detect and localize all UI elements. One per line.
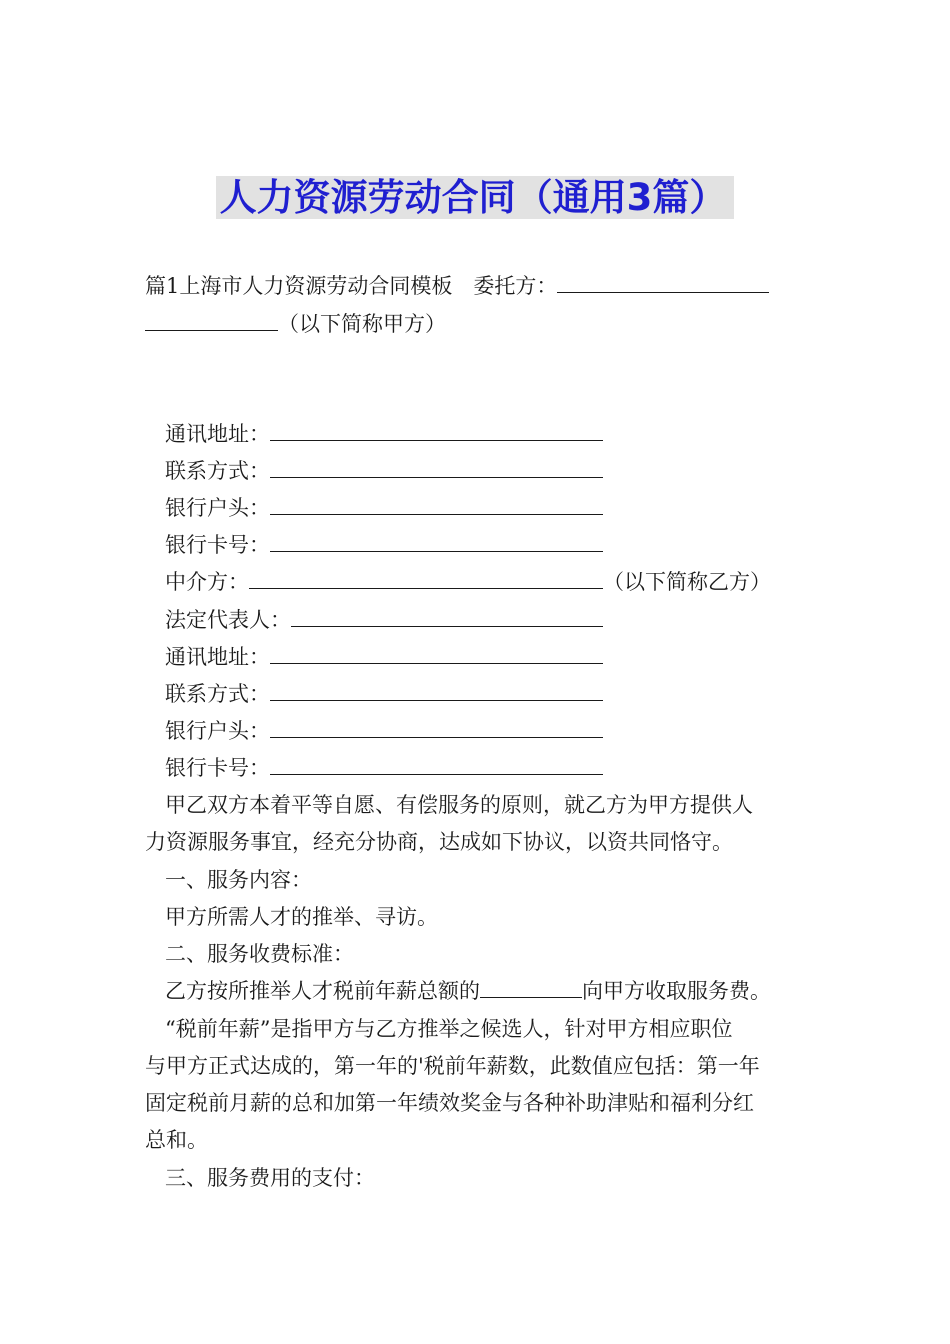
paragraph-2-line-3: 固定税前月薪的总和加第一年绩效奖金与各种补助津贴和福利分红: [145, 1091, 754, 1115]
bank-account-blank: [270, 717, 603, 738]
address-blank: [270, 420, 603, 441]
fee-text-before: 乙方按所推举人才税前年薪总额的: [165, 979, 480, 1003]
party-b-card-number-row: [165, 754, 603, 782]
intro-line-2: [145, 310, 446, 338]
contact-blank: [270, 457, 603, 478]
client-blank-cont: [145, 310, 278, 331]
field-label: 联系方式：: [165, 682, 270, 706]
address-blank: [270, 643, 603, 664]
intermediary-label: 中介方：: [165, 570, 249, 594]
card-number-blank: [270, 531, 603, 552]
document-title-text: 人力资源劳动合同（通用3篇）: [216, 176, 735, 219]
field-label: 联系方式：: [165, 459, 270, 483]
party-a-contact-row: [165, 457, 603, 485]
party-b-address-row: [165, 643, 603, 671]
paragraph-1-line-1: 甲乙双方本着平等自愿、有偿服务的原则，就乙方为甲方提供人: [165, 793, 753, 817]
intermediary-suffix: （以下简称乙方）: [603, 570, 771, 594]
field-label: 通讯地址：: [165, 645, 270, 669]
section-1-body: 甲方所需人才的推举、寻访。: [165, 905, 438, 929]
intermediary-row: [165, 568, 771, 596]
intro-text: 篇1上海市人力资源劳动合同模板 委托方：: [145, 274, 558, 298]
party-a-card-number-row: [165, 531, 603, 559]
section-3-heading: 三、服务费用的支付：: [165, 1166, 375, 1190]
contact-blank: [270, 680, 603, 701]
intermediary-blank: [249, 568, 603, 589]
field-label: 银行卡号：: [165, 533, 270, 557]
client-blank: [557, 272, 769, 293]
section-2-body: [165, 977, 771, 1005]
representative-blank: [291, 606, 603, 627]
bank-account-blank: [270, 494, 603, 515]
paragraph-2-line-1: “税前年薪”是指甲方与乙方推举之候选人，针对甲方相应职位: [165, 1017, 733, 1041]
fee-percentage-blank: [480, 977, 582, 998]
party-a-bank-account-row: [165, 494, 603, 522]
section-1-heading: 一、服务内容：: [165, 868, 312, 892]
party-b-representative-row: [165, 606, 603, 634]
party-b-bank-account-row: [165, 717, 603, 745]
intro-suffix: （以下简称甲方）: [278, 312, 446, 336]
document-title: [0, 176, 950, 220]
paragraph-1-line-2: 力资源服务事宜，经充分协商，达成如下协议，以资共同恪守。: [145, 830, 733, 854]
field-label: 银行卡号：: [165, 756, 270, 780]
paragraph-2-line-4: 总和。: [145, 1128, 208, 1152]
paragraph-2-line-2: 与甲方正式达成的，第一年的'税前年薪数，此数值应包括：第一年: [145, 1054, 760, 1078]
section-2-heading: 二、服务收费标准：: [165, 942, 354, 966]
field-label: 通讯地址：: [165, 422, 270, 446]
fee-text-after: 向甲方收取服务费。: [582, 979, 771, 1003]
field-label: 银行户头：: [165, 496, 270, 520]
field-label: 法定代表人：: [165, 608, 291, 632]
party-b-contact-row: [165, 680, 603, 708]
party-a-address-row: [165, 420, 603, 448]
field-label: 银行户头：: [165, 719, 270, 743]
card-number-blank: [270, 754, 603, 775]
intro-line-1: [145, 272, 769, 300]
